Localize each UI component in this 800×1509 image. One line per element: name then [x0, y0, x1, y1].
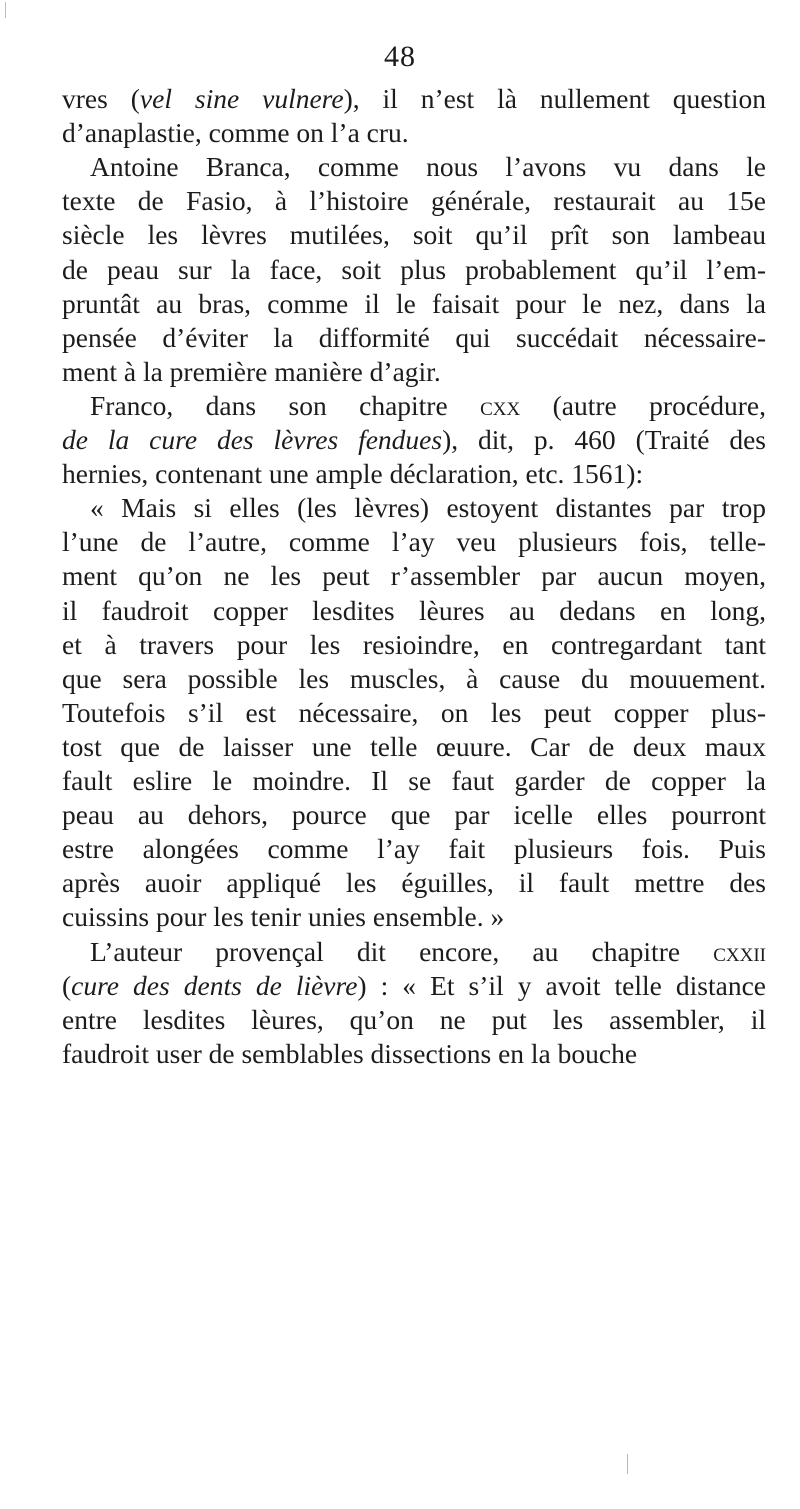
text-segment: peau au dehors, pource que par icelle elles pourront — [62, 799, 766, 831]
text-line — [62, 184, 766, 217]
text-line — [62, 730, 766, 763]
text-line — [62, 662, 766, 695]
text-line — [62, 321, 766, 354]
italic-text: cure des dents de lièvre — [71, 969, 358, 1001]
text-line — [62, 218, 766, 251]
roman-numeral: cxx — [480, 389, 521, 421]
text-segment: « Mais si elles (les lèvres) estoyent distantes par trop — [90, 492, 766, 524]
text-segment: vres ( — [62, 83, 140, 114]
text-line — [62, 355, 766, 388]
text-line — [62, 525, 766, 558]
text-segment: pensée d’éviter la difformité qui succédait nécessaire- — [62, 321, 766, 353]
text-line — [62, 798, 766, 831]
text-segment: fault eslire le moindre. Il se faut garder de copper la — [62, 765, 766, 796]
text-line — [62, 116, 766, 149]
text-line — [62, 1037, 766, 1070]
text-segment: tost que de laisser une telle œuure. Car de deux maux — [62, 730, 766, 762]
text-segment: ment qu’on ne les peut r’assembler par aucun moyen, — [62, 560, 766, 592]
text-line — [90, 150, 766, 183]
text-line — [90, 935, 766, 968]
text-segment: estre alongées comme l’ay fait plusieurs fois. Puis — [62, 833, 766, 865]
text-line — [62, 457, 766, 490]
text-segment: que sera possible les muscles, à cause du mouuement. — [62, 662, 766, 694]
text-segment: Franco, dans son chapitre — [90, 389, 481, 421]
page-number: 48 — [384, 40, 416, 73]
text-line — [62, 696, 766, 729]
text-line — [90, 491, 766, 524]
text-line — [62, 559, 766, 592]
text-segment: il faudroit copper lesdites lèures au dedans en long, — [62, 594, 766, 626]
text-line — [62, 764, 766, 797]
text-segment: d’anaplastie, comme on l’a cru. — [62, 117, 409, 149]
text-segment: entre lesdites lèures, qu’on ne put les assembler, il — [62, 1003, 766, 1035]
text-line — [62, 594, 766, 627]
text-line — [62, 969, 766, 1002]
text-segment: Toutefois s’il est nécessaire, on les peut copper plus- — [62, 696, 766, 728]
text-segment: pruntât au bras, comme il le faisait pour le nez, dans la — [62, 287, 766, 319]
text-line — [62, 900, 766, 933]
italic-text: vel sine vulnere — [139, 83, 344, 114]
page-edge-mark — [5, 2, 6, 18]
text-segment: l’une de l’autre, comme l’ay veu plusieurs fois, telle- — [62, 526, 766, 558]
text-line — [62, 866, 766, 899]
text-line — [62, 82, 766, 115]
roman-numeral: cxxii — [713, 935, 766, 967]
text-line — [62, 423, 766, 456]
text-segment: et à travers pour les resioindre, en contregardant tant — [62, 628, 766, 660]
text-line — [90, 389, 766, 422]
text-segment: Antoine Branca, comme nous l’avons vu dans le — [90, 151, 766, 183]
text-segment: hernies, contenant une ample déclaration, etc. 1561): — [62, 458, 644, 490]
text-segment: faudroit user de semblables dissections en la bouche — [62, 1037, 638, 1069]
text-line — [62, 1003, 766, 1036]
text-segment: ment à la première manière d’agir. — [62, 355, 441, 387]
text-segment: ), il n’est là nullement question — [343, 83, 766, 114]
text-segment: après auoir appliqué les éguilles, il fault mettre des — [62, 867, 766, 899]
text-line — [62, 287, 766, 320]
text-line — [62, 832, 766, 865]
text-segment: ( — [62, 969, 72, 1001]
text-segment: siècle les lèvres mutilées, soit qu’il prît son lambeau — [62, 219, 766, 251]
text-line — [62, 628, 766, 661]
text-segment: texte de Fasio, à l’histoire générale, restaurait au 15e — [62, 185, 766, 217]
text-segment: L’auteur provençal dit encore, au chapitre — [90, 935, 714, 967]
text-segment: de peau sur la face, soit plus probablement qu’il l’em- — [62, 253, 766, 285]
text-segment: (autre procédure, — [520, 389, 766, 421]
text-segment: cuissins pour les tenir unies ensemble. » — [62, 901, 505, 933]
italic-text: de la cure des lèvres fendues — [62, 424, 443, 455]
text-line — [62, 253, 766, 286]
text-segment: ) : « Et s’il y avoit telle distance — [357, 969, 766, 1001]
text-segment: ), dit, p. 460 (Traité des — [442, 424, 766, 455]
page-bottom-mark — [627, 1454, 628, 1474]
